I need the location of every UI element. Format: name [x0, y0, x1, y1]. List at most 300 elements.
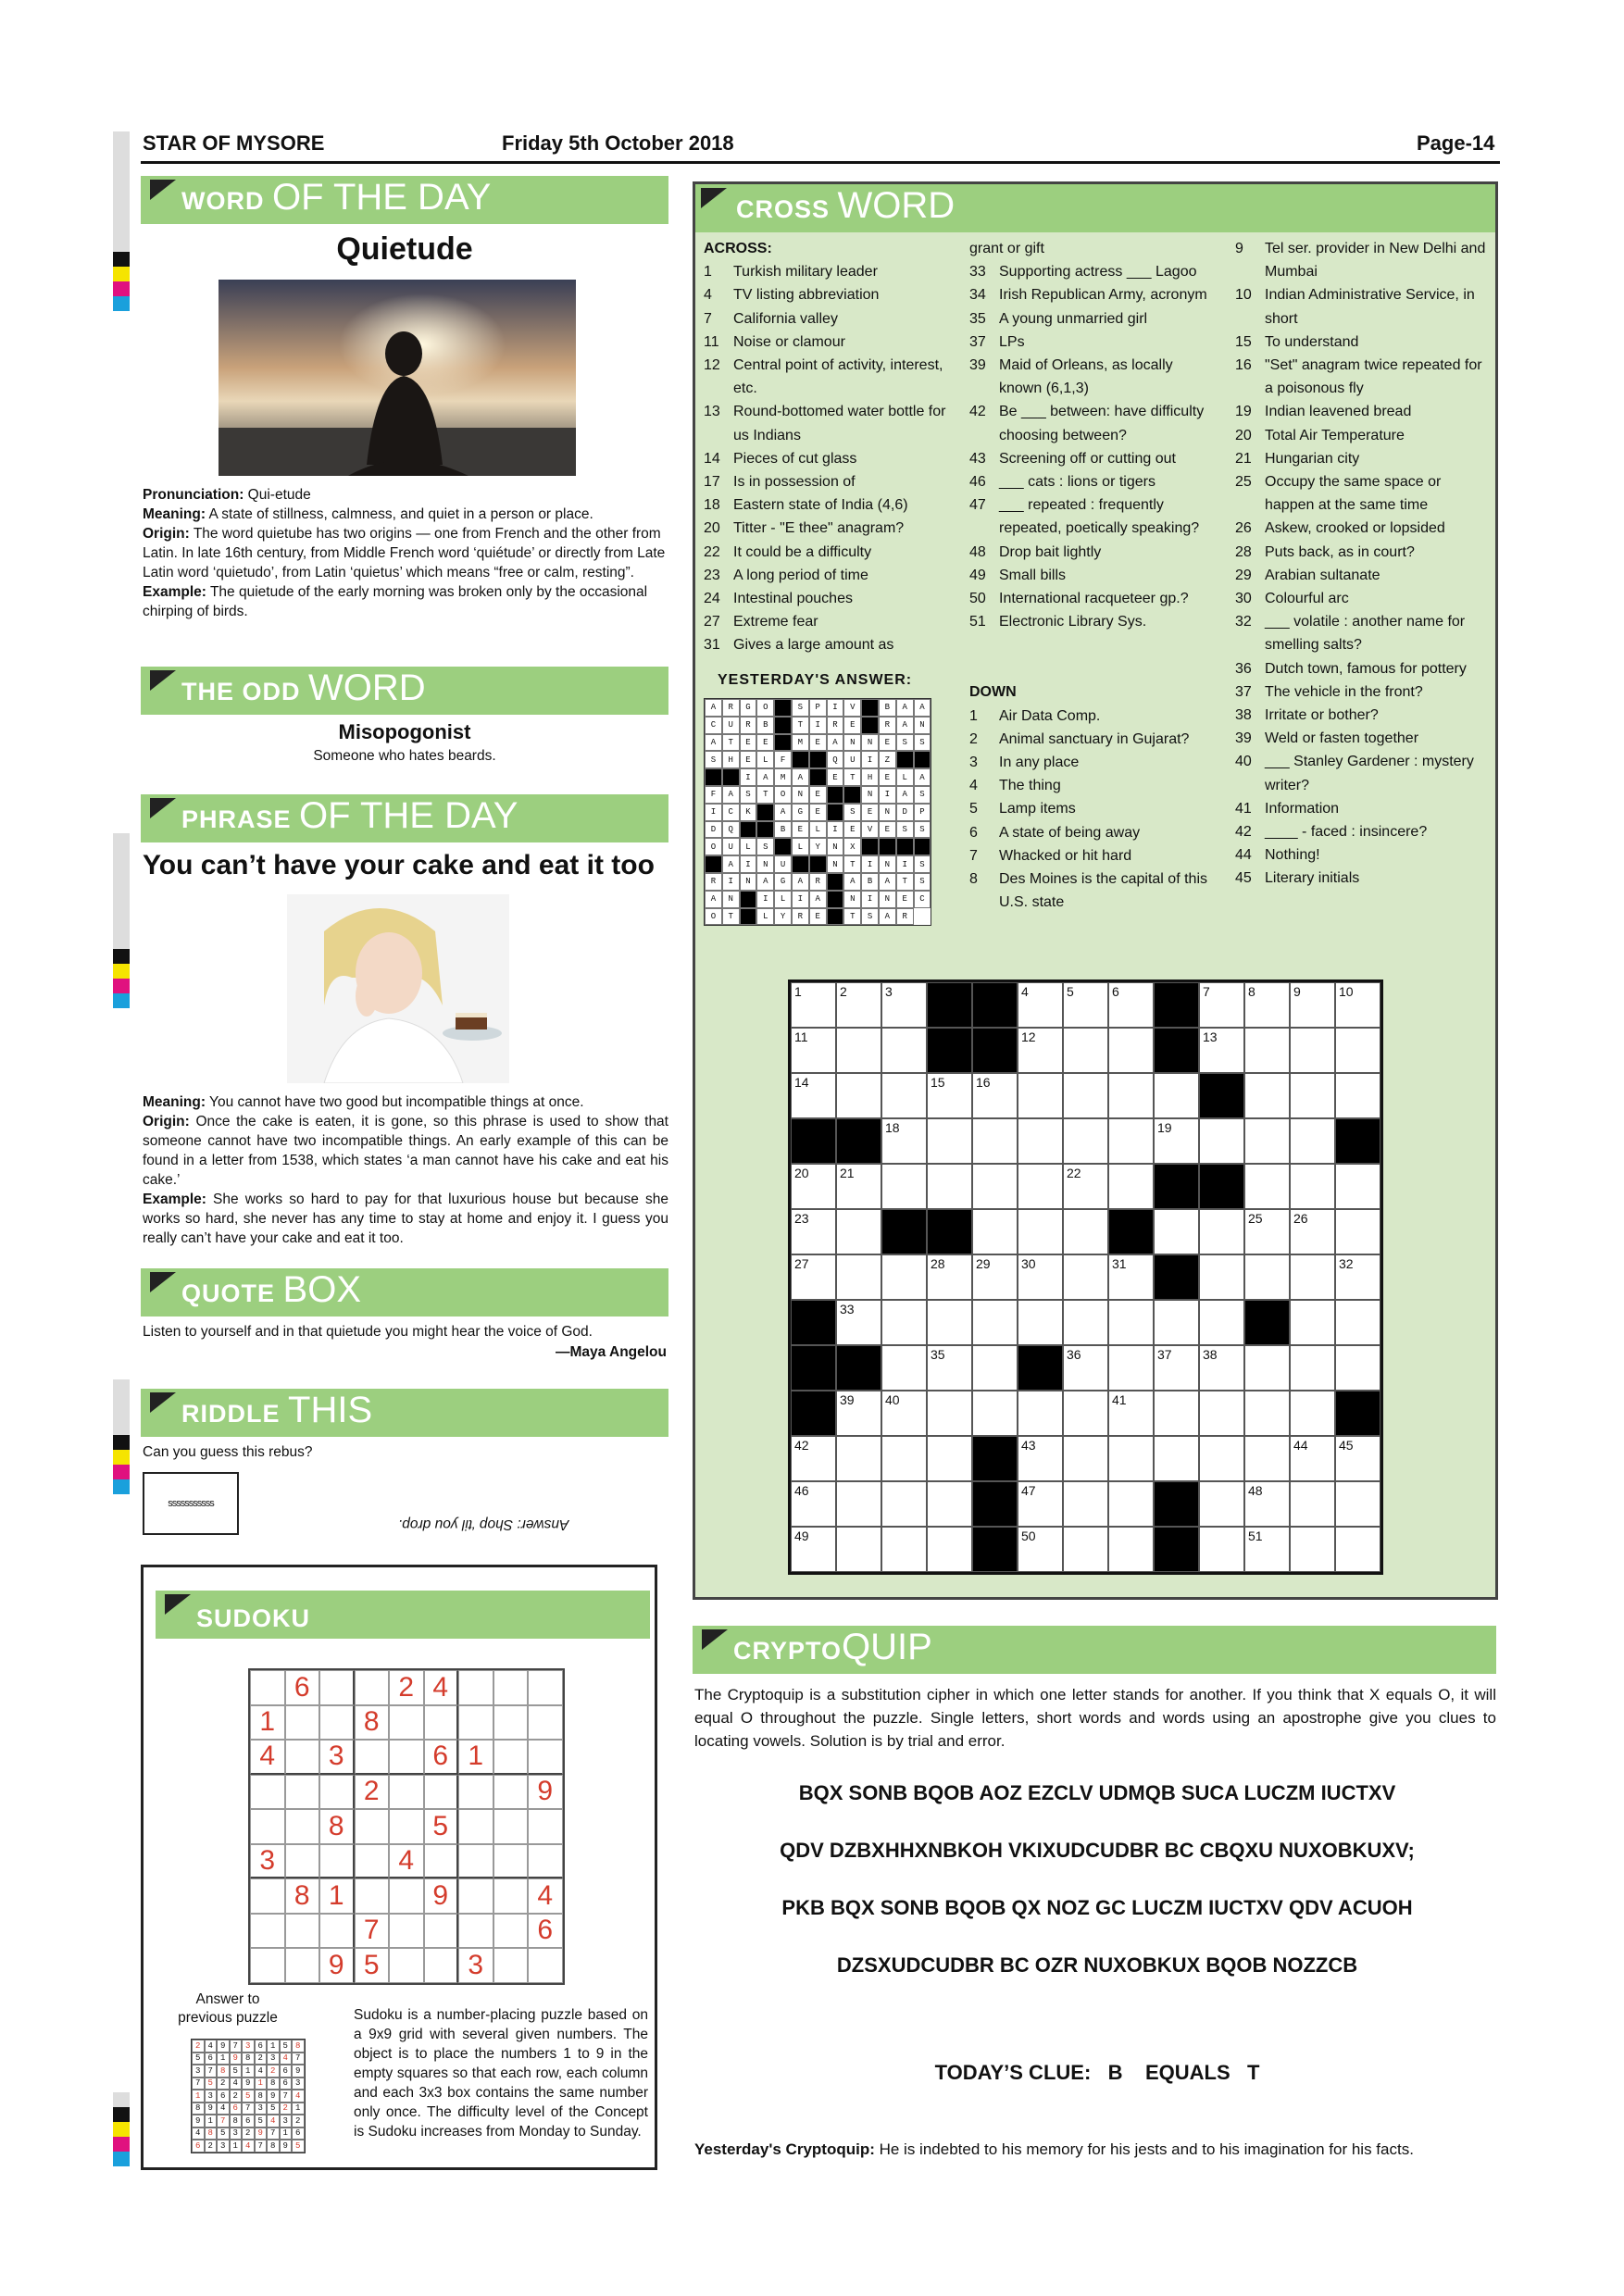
clue-text: A state of being away — [999, 824, 1141, 841]
crossword-cell[interactable] — [1018, 982, 1063, 1028]
crossword-cell[interactable] — [1290, 1028, 1335, 1073]
crossword-cell[interactable] — [927, 1527, 972, 1572]
crossword-cell[interactable] — [1290, 1164, 1335, 1209]
crossword-cell[interactable] — [927, 1300, 972, 1345]
crossword-cell[interactable] — [1290, 1345, 1335, 1391]
answer-cell: T — [843, 768, 861, 786]
crossword-cell[interactable] — [1199, 1436, 1244, 1481]
crossword-cell[interactable] — [791, 982, 836, 1028]
cell-number: 42 — [794, 1438, 809, 1453]
crossword-cell[interactable] — [836, 1209, 881, 1254]
sudoku-cell[interactable] — [355, 1670, 390, 1705]
sudoku-cell[interactable] — [355, 1844, 390, 1879]
sudoku-cell[interactable] — [493, 1809, 529, 1844]
cell-number: 8 — [1248, 984, 1255, 999]
sudoku-cell[interactable] — [250, 1914, 285, 1949]
clue-item — [969, 844, 1219, 867]
crossword-cell[interactable] — [836, 1300, 881, 1345]
sudoku-cell[interactable] — [424, 1844, 459, 1879]
clue-item — [969, 400, 1219, 446]
crossword-cell[interactable] — [1108, 1164, 1154, 1209]
crossword-cell[interactable] — [836, 1436, 881, 1481]
crossword-cell[interactable] — [881, 1164, 927, 1209]
crossword-cell[interactable] — [1290, 1254, 1335, 1300]
answer-cell: N — [722, 891, 740, 908]
clue-text: Nothing! — [1265, 847, 1320, 864]
sudoku-cell[interactable] — [285, 1844, 320, 1879]
clue-text: The thing — [999, 778, 1061, 794]
sudoku-cell[interactable] — [285, 1948, 320, 1983]
sudoku-cell[interactable] — [250, 1809, 285, 1844]
crossword-cell[interactable] — [881, 1527, 927, 1572]
crossword-cell[interactable] — [1063, 1391, 1108, 1436]
crossword-cell[interactable] — [1063, 1481, 1108, 1527]
cell-number: 20 — [794, 1166, 809, 1180]
answer-cell: I — [827, 699, 844, 717]
cell-number: 1 — [794, 984, 802, 999]
crossword-cell[interactable] — [1199, 1254, 1244, 1300]
crossword-cell[interactable] — [1063, 1118, 1108, 1164]
crossword-cell[interactable] — [881, 982, 927, 1028]
sudoku-grid[interactable] — [248, 1668, 565, 1985]
answer-cell: B — [774, 821, 792, 839]
clue-item — [704, 541, 959, 564]
crossword-cell[interactable] — [1108, 1028, 1154, 1073]
crossword-cell[interactable] — [927, 1481, 972, 1527]
sudoku-answer-cell: 3 — [217, 2140, 230, 2152]
crossword-cell[interactable] — [1018, 1164, 1063, 1209]
sudoku-cell[interactable] — [458, 1878, 493, 1914]
crossword-cell[interactable] — [972, 1254, 1018, 1300]
crossword-cell[interactable] — [1018, 1073, 1063, 1118]
sudoku-cell[interactable] — [493, 1878, 529, 1914]
crossword-cell[interactable] — [927, 1391, 972, 1436]
crossword-cell[interactable] — [1199, 982, 1244, 1028]
sudoku-cell[interactable] — [285, 1740, 320, 1775]
sudoku-cell[interactable] — [424, 1775, 459, 1810]
cell-number: 39 — [840, 1392, 855, 1407]
clue-text: Arabian sultanate — [1265, 567, 1380, 583]
crossword-cell[interactable] — [1018, 1300, 1063, 1345]
crossword-cell[interactable] — [836, 1254, 881, 1300]
sudoku-cell[interactable] — [285, 1914, 320, 1949]
clue-text: Electronic Library Sys. — [999, 614, 1147, 630]
crossword-cell[interactable] — [927, 1436, 972, 1481]
answer-cell: I — [756, 891, 774, 908]
answer-block — [809, 751, 827, 768]
sudoku-cell[interactable] — [389, 1775, 424, 1810]
sudoku-cell[interactable] — [319, 1705, 355, 1741]
crossword-cell[interactable] — [1290, 1436, 1335, 1481]
clue-number: 39 — [1235, 730, 1252, 747]
sudoku-cell[interactable] — [458, 1914, 493, 1949]
crossword-cell[interactable] — [1154, 1436, 1199, 1481]
sudoku-cell[interactable] — [389, 1740, 424, 1775]
crossword-cell[interactable] — [1154, 1209, 1199, 1254]
clue-item — [704, 517, 959, 540]
clue-text: ___ Stanley Gardener : mystery writer? — [1265, 754, 1474, 793]
crossword-block — [836, 1118, 881, 1164]
crossword-cell[interactable] — [1335, 1164, 1380, 1209]
crossword-cell[interactable] — [1335, 1481, 1380, 1527]
cell-number: 22 — [1067, 1166, 1081, 1180]
crossword-cell[interactable] — [1335, 1209, 1380, 1254]
sudoku-cell[interactable] — [493, 1775, 529, 1810]
answer-cell: I — [861, 891, 879, 908]
sudoku-cell[interactable] — [493, 1740, 529, 1775]
sudoku-answer-cell: 6 — [230, 2103, 243, 2115]
crossword-cell[interactable] — [881, 1300, 927, 1345]
crossword-cell[interactable] — [1244, 1527, 1290, 1572]
crossword-cell[interactable] — [1063, 1436, 1108, 1481]
sudoku-answer-cell: 1 — [267, 2040, 280, 2053]
sudoku-cell: 4 — [250, 1740, 285, 1775]
cryptoquip-intro: The Cryptoquip is a substitution cipher in which one letter stands for another. If you think that X equals O, it will equal O throughout the puzzle. Single letters, short words and words using an apostrophe give you clues to locating vowels. Solution is by trial and error. — [694, 1686, 1496, 1750]
sudoku-cell[interactable] — [319, 1670, 355, 1705]
cell-number: 10 — [1339, 984, 1354, 999]
page-number: Page-14 — [1417, 131, 1495, 155]
sudoku-cell[interactable] — [250, 1670, 285, 1705]
clue-item — [1235, 610, 1491, 656]
crossword-cell[interactable] — [1244, 1164, 1290, 1209]
crossword-cell[interactable] — [1244, 1481, 1290, 1527]
crossword-cell[interactable] — [881, 1118, 927, 1164]
crossword-cell[interactable] — [1290, 1481, 1335, 1527]
clue-number: 41 — [1235, 800, 1252, 817]
crossword-cell[interactable] — [927, 1073, 972, 1118]
crossword-cell[interactable] — [881, 1481, 927, 1527]
sudoku-cell[interactable] — [528, 1809, 563, 1844]
crossword-cell[interactable] — [1199, 1391, 1244, 1436]
crossword-cell[interactable] — [1154, 1073, 1199, 1118]
crossword-cell[interactable] — [1018, 1527, 1063, 1572]
crossword-cell[interactable] — [1108, 1254, 1154, 1300]
sudoku-cell[interactable] — [424, 1705, 459, 1741]
sudoku-cell[interactable] — [285, 1809, 320, 1844]
crossword-cell[interactable] — [1335, 1028, 1380, 1073]
sudoku-cell[interactable] — [493, 1948, 529, 1983]
sudoku-cell[interactable] — [493, 1705, 529, 1741]
answer-cell: A — [879, 873, 896, 891]
clue-item — [1235, 400, 1491, 423]
sudoku-answer-cell: 5 — [292, 2140, 305, 2152]
crossword-cell[interactable] — [1063, 1209, 1108, 1254]
sudoku-cell[interactable] — [528, 1948, 563, 1983]
crossword-cell[interactable] — [1018, 1254, 1063, 1300]
crossword-cell[interactable] — [1018, 1209, 1063, 1254]
crossword-cell[interactable] — [1290, 1300, 1335, 1345]
crossword-cell[interactable] — [1290, 1073, 1335, 1118]
crossword-cell[interactable] — [1244, 1254, 1290, 1300]
crossword-cell[interactable] — [1154, 1300, 1199, 1345]
sudoku-cell[interactable] — [319, 1844, 355, 1879]
sudoku-cell[interactable] — [458, 1705, 493, 1741]
sudoku-cell: 8 — [355, 1705, 390, 1741]
crossword-cell[interactable] — [972, 1209, 1018, 1254]
answer-cell: A — [827, 734, 844, 752]
crossword-cell[interactable] — [1335, 982, 1380, 1028]
crossword-cell[interactable] — [1063, 1300, 1108, 1345]
crossword-cell[interactable] — [1108, 1481, 1154, 1527]
sudoku-cell[interactable] — [528, 1844, 563, 1879]
crossword-cell[interactable] — [1244, 1118, 1290, 1164]
crossword-cell[interactable] — [836, 1028, 881, 1073]
answer-cell: T — [722, 734, 740, 752]
crossword-cell[interactable] — [1018, 1118, 1063, 1164]
yesterday-cryptoquip-text: He is indebted to his memory for his jests and to his imagination for his facts. — [874, 2140, 1414, 2158]
crossword-cell[interactable] — [972, 1164, 1018, 1209]
sudoku-cell[interactable] — [458, 1670, 493, 1705]
sudoku-cell[interactable] — [458, 1844, 493, 1879]
sudoku-cell[interactable] — [389, 1948, 424, 1983]
sudoku-cell[interactable] — [355, 1740, 390, 1775]
sudoku-cell: 8 — [285, 1878, 320, 1914]
sudoku-cell[interactable] — [250, 1775, 285, 1810]
crossword-cell[interactable] — [1290, 1209, 1335, 1254]
answer-cell: N — [861, 786, 879, 804]
crossword-cell[interactable] — [1018, 1391, 1063, 1436]
issue-date: Friday 5th October 2018 — [502, 131, 734, 155]
crossword-cell[interactable] — [836, 1073, 881, 1118]
crossword-cell[interactable] — [881, 1254, 927, 1300]
crossword-cell[interactable] — [791, 1209, 836, 1254]
crossword-cell[interactable] — [791, 1481, 836, 1527]
crossword-cell[interactable] — [1063, 1254, 1108, 1300]
crossword-cell[interactable] — [972, 1118, 1018, 1164]
crossword-grid[interactable] — [788, 980, 1383, 1575]
crossword-cell[interactable] — [881, 1028, 927, 1073]
sudoku-cell[interactable] — [389, 1705, 424, 1741]
crossword-cell[interactable] — [836, 1164, 881, 1209]
sudoku-cell[interactable] — [493, 1914, 529, 1949]
crossword-cell[interactable] — [1108, 1300, 1154, 1345]
yesterday-answer-heading: YESTERDAY'S ANSWER: — [718, 672, 913, 688]
clue-text: ___ volatile : another name for smelling salts? — [1265, 614, 1466, 654]
answer-block — [827, 908, 844, 926]
crossword-cell[interactable] — [791, 1028, 836, 1073]
crossword-banner — [695, 184, 1495, 232]
crossword-cell[interactable] — [881, 1345, 927, 1391]
clue-text: Des Moines is the capital of this U.S. state — [999, 871, 1207, 911]
crossword-cell[interactable] — [1063, 1527, 1108, 1572]
sudoku-cell[interactable] — [424, 1914, 459, 1949]
crossword-cell[interactable] — [881, 1391, 927, 1436]
sudoku-answer-cell: 5 — [230, 2065, 243, 2078]
crossword-cell[interactable] — [836, 1527, 881, 1572]
crossword-cell[interactable] — [1108, 1345, 1154, 1391]
crossword-block — [1108, 1209, 1154, 1254]
crossword-cell[interactable] — [1018, 1028, 1063, 1073]
answer-cell: S — [861, 908, 879, 926]
cryptoquip-line: DZSXUDCUDBR BC OZR NUXOBKUX BQOB NOZZCB — [836, 1953, 1358, 1977]
sudoku-cell[interactable] — [424, 1948, 459, 1983]
crossword-cell[interactable] — [791, 1436, 836, 1481]
crossword-cell[interactable] — [1108, 1391, 1154, 1436]
crossword-cell[interactable] — [1244, 1073, 1290, 1118]
sudoku-answer-cell: 5 — [242, 2090, 255, 2103]
sudoku-cell[interactable] — [355, 1878, 390, 1914]
crossword-cell[interactable] — [972, 1073, 1018, 1118]
crossword-cell[interactable] — [1244, 1436, 1290, 1481]
crossword-cell[interactable] — [1063, 1028, 1108, 1073]
crossword-cell[interactable] — [1290, 1527, 1335, 1572]
crossword-cell[interactable] — [1108, 1527, 1154, 1572]
crossword-cell[interactable] — [927, 1118, 972, 1164]
sudoku-banner — [156, 1591, 650, 1639]
clue-number: 1 — [969, 707, 978, 724]
banner-big-label: OF THE DAY — [299, 795, 518, 836]
crossword-block — [791, 1118, 836, 1164]
crossword-cell[interactable] — [881, 1436, 927, 1481]
crossword-cell[interactable] — [1244, 1345, 1290, 1391]
crossword-cell[interactable] — [791, 1527, 836, 1572]
answer-cell: L — [756, 751, 774, 768]
crossword-cell[interactable] — [1063, 982, 1108, 1028]
crossword-cell[interactable] — [1063, 1164, 1108, 1209]
crossword-cell[interactable] — [881, 1073, 927, 1118]
clue-text: Intestinal pouches — [733, 591, 853, 607]
sudoku-cell[interactable] — [389, 1809, 424, 1844]
sudoku-cell[interactable] — [528, 1740, 563, 1775]
clue-number: 12 — [704, 357, 720, 374]
answer-cell: A — [705, 699, 722, 717]
sudoku-cell[interactable] — [285, 1775, 320, 1810]
crossword-cell[interactable] — [1335, 1073, 1380, 1118]
sudoku-cell[interactable] — [355, 1809, 390, 1844]
sudoku-cell[interactable] — [389, 1878, 424, 1914]
crossword-cell[interactable] — [1108, 1436, 1154, 1481]
sudoku-answer-cell: 4 — [205, 2040, 218, 2053]
crossword-cell[interactable] — [1199, 1028, 1244, 1073]
crossword-cell[interactable] — [1244, 982, 1290, 1028]
sudoku-cell: 2 — [355, 1775, 390, 1810]
clue-text: Round-bottomed water bottle for us Indians — [733, 404, 946, 443]
answer-cell: A — [756, 768, 774, 786]
sudoku-cell: 6 — [285, 1670, 320, 1705]
meaning: You cannot have two good but incompatible things at once. — [206, 1094, 584, 1110]
crossword-cell[interactable] — [1154, 1118, 1199, 1164]
crossword-cell[interactable] — [1199, 1300, 1244, 1345]
crossword-cell[interactable] — [791, 1164, 836, 1209]
sudoku-answer-cell: 9 — [192, 2115, 205, 2128]
crossword-cell[interactable] — [1335, 1254, 1380, 1300]
crossword-cell[interactable] — [836, 1391, 881, 1436]
crossword-cell[interactable] — [927, 1164, 972, 1209]
answer-block — [740, 891, 757, 908]
sudoku-cell[interactable] — [319, 1914, 355, 1949]
crossword-cell[interactable] — [1199, 1481, 1244, 1527]
crossword-cell[interactable] — [927, 1254, 972, 1300]
answer-cell: T — [722, 908, 740, 926]
clue-item — [1235, 517, 1491, 540]
crossword-cell[interactable] — [1335, 1527, 1380, 1572]
sudoku-answer-cell: 2 — [205, 2140, 218, 2152]
crossword-cell[interactable] — [1244, 1391, 1290, 1436]
crossword-cell[interactable] — [1108, 982, 1154, 1028]
sudoku-cell[interactable] — [389, 1914, 424, 1949]
clue-number: 37 — [1235, 683, 1252, 700]
answer-block — [740, 821, 757, 839]
cell-number: 48 — [1248, 1483, 1263, 1498]
answer-cell: S — [740, 786, 757, 804]
crossword-cell[interactable] — [1290, 1118, 1335, 1164]
down-clues-col3 — [1235, 237, 1491, 891]
answer-cell: F — [705, 786, 722, 804]
crossword-cell[interactable] — [1018, 1436, 1063, 1481]
crossword-cell[interactable] — [972, 1391, 1018, 1436]
clue-item — [704, 307, 959, 331]
answer-cell: I — [705, 804, 722, 821]
crossword-block — [881, 1209, 927, 1254]
crossword-cell[interactable] — [1199, 1345, 1244, 1391]
sudoku-cell[interactable] — [528, 1670, 563, 1705]
crossword-cell[interactable] — [972, 1300, 1018, 1345]
crossword-cell[interactable] — [1335, 1436, 1380, 1481]
sudoku-cell[interactable] — [493, 1844, 529, 1879]
crossword-cell[interactable] — [1335, 1300, 1380, 1345]
clue-number: 18 — [704, 497, 720, 514]
sudoku-cell: 4 — [389, 1844, 424, 1879]
crossword-cell[interactable] — [1108, 1073, 1154, 1118]
crossword-cell[interactable] — [791, 1073, 836, 1118]
crossword-cell[interactable] — [791, 1254, 836, 1300]
crossword-cell[interactable] — [1063, 1345, 1108, 1391]
sudoku-cell[interactable] — [458, 1809, 493, 1844]
crossword-cell[interactable] — [1063, 1073, 1108, 1118]
clue-number: 24 — [704, 591, 720, 607]
crossword-cell[interactable] — [1154, 1345, 1199, 1391]
crossword-cell[interactable] — [1199, 1209, 1244, 1254]
crossword-cell[interactable] — [1290, 982, 1335, 1028]
sudoku-cell[interactable] — [528, 1705, 563, 1741]
crossword-block — [791, 1345, 836, 1391]
answer-block — [774, 838, 792, 855]
crossword-cell[interactable] — [1335, 1345, 1380, 1391]
crossword-cell[interactable] — [1154, 1391, 1199, 1436]
crossword-cell[interactable] — [1290, 1391, 1335, 1436]
crossword-cell[interactable] — [927, 1345, 972, 1391]
crossword-cell[interactable] — [972, 1345, 1018, 1391]
clue-number: 42 — [1235, 824, 1252, 841]
cell-number: 46 — [794, 1483, 809, 1498]
crossword-cell[interactable] — [1199, 1118, 1244, 1164]
clue-continuation: grant or gift — [969, 241, 1044, 256]
sudoku-cell[interactable] — [319, 1775, 355, 1810]
cell-number: 16 — [976, 1075, 991, 1090]
crossword-cell[interactable] — [1108, 1118, 1154, 1164]
crossword-cell[interactable] — [1018, 1481, 1063, 1527]
clue-item — [969, 610, 1219, 633]
sudoku-cell[interactable] — [250, 1948, 285, 1983]
rebus-box — [143, 1472, 239, 1535]
crossword-cell[interactable] — [836, 982, 881, 1028]
sudoku-cell[interactable] — [285, 1705, 320, 1741]
answer-cell: L — [809, 821, 827, 839]
answer-cell: A — [722, 786, 740, 804]
crossword-block — [1199, 1164, 1244, 1209]
answer-cell: S — [756, 838, 774, 855]
crossword-cell[interactable] — [1244, 1209, 1290, 1254]
crossword-cell[interactable] — [1199, 1527, 1244, 1572]
crossword-cell[interactable] — [836, 1481, 881, 1527]
crossword-cell[interactable] — [1244, 1028, 1290, 1073]
clue-item — [1235, 727, 1491, 750]
sudoku-cell[interactable] — [458, 1775, 493, 1810]
origin: The word quietube has two origins — one from French and the other from Latin. In late 16th century, from Middle French word ‘quiétude’ or directly from Late Latin word ‘quietudo’, from Latin ‘quietus’ which means “free or calm, resting”. — [143, 526, 666, 580]
sudoku-cell[interactable] — [250, 1878, 285, 1914]
yesterday-answer-grid — [704, 698, 931, 926]
sudoku-cell[interactable] — [493, 1670, 529, 1705]
